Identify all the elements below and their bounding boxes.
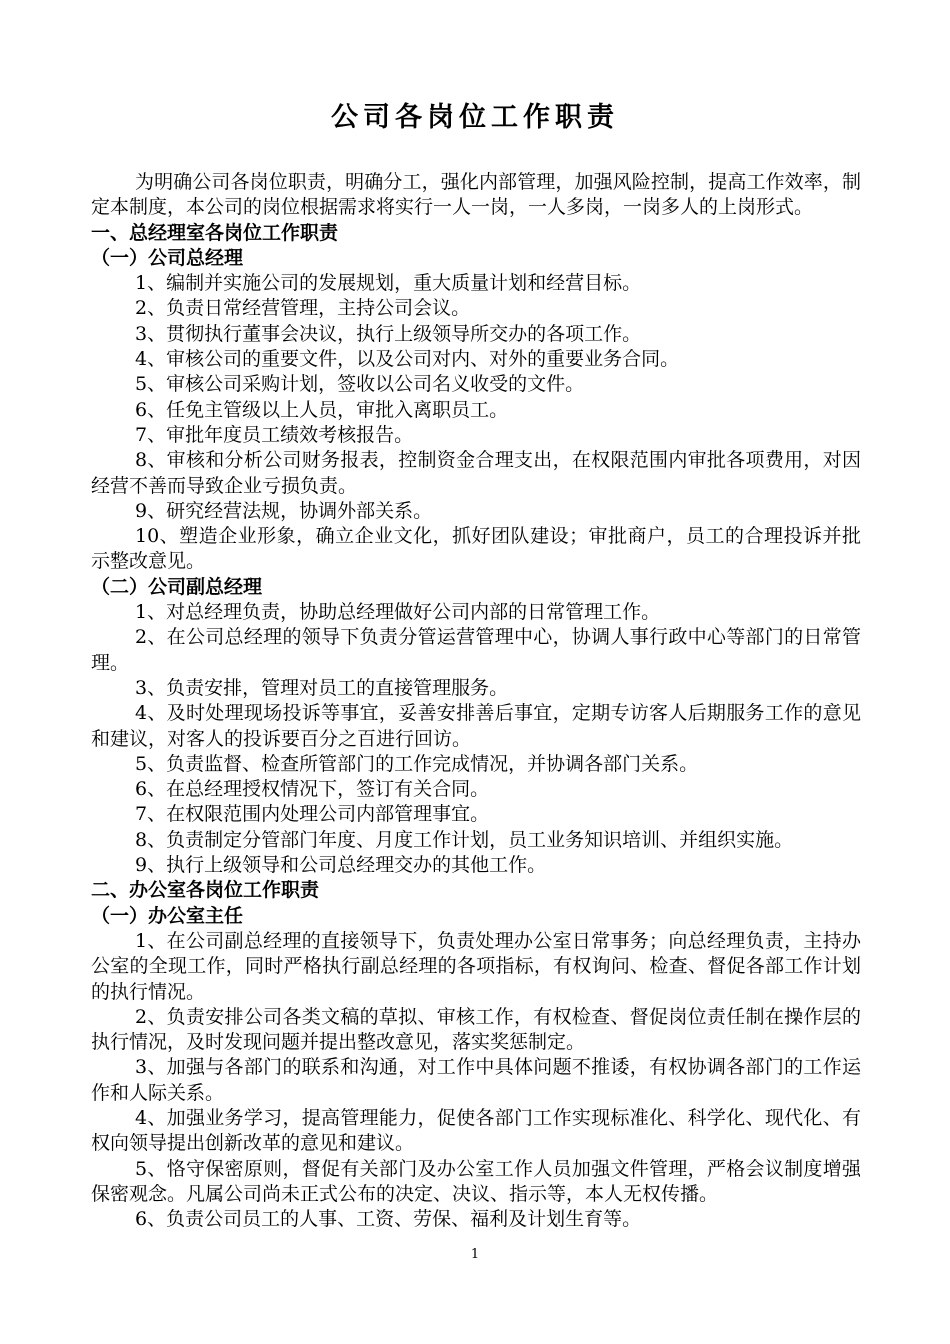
subsection-heading: （一）公司总经理 bbox=[91, 246, 244, 269]
document-body bbox=[91, 170, 861, 1232]
page-number: 1 bbox=[470, 1247, 480, 1262]
list-item: 3、负责安排，管理对员工的直接管理服务。 bbox=[135, 676, 509, 699]
section-heading: 一、总经理室各岗位工作职责 bbox=[91, 221, 339, 244]
subsection-heading: （二）公司副总经理 bbox=[91, 575, 263, 598]
list-item: 8、负责制定分管部门年度、月度工作计划，员工业务知识培训、并组织实施。 bbox=[135, 828, 794, 851]
list-item: 5、审核公司采购计划，签收以公司名义收受的文件。 bbox=[135, 373, 585, 396]
list-item: 1、编制并实施公司的发展规划，重大质量计划和经营目标。 bbox=[135, 272, 642, 295]
list-item: 6、在总经理授权情况下，签订有关合同。 bbox=[135, 778, 490, 801]
list-item: 3、加强与各部门的联系和沟通，对工作中具体问题不推诿，有权协调各部门的工作运作和人际关系。 bbox=[91, 1056, 861, 1104]
list-item: 4、审核公司的重要文件，以及公司对内、对外的重要业务合同。 bbox=[135, 348, 680, 371]
section-heading: 二、办公室各岗位工作职责 bbox=[91, 879, 320, 902]
document-title: 公司各岗位工作职责 bbox=[331, 102, 619, 133]
list-item: 1、对总经理负责，协助总经理做好公司内部的日常管理工作。 bbox=[135, 601, 661, 624]
list-item: 5、恪守保密原则，督促有关部门及办公室工作人员加强文件管理，严格会议制度增强保密观念。凡属公司尚未正式公布的决定、决议、指示等，本人无权传播。 bbox=[91, 1157, 861, 1205]
intro-paragraph: 为明确公司各岗位职责，明确分工，强化内部管理，加强风险控制，提高工作效率，制定本制度，本公司的岗位根据需求将实行一人一岗，一人多岗，一岗多人的上岗形式。 bbox=[91, 171, 861, 219]
list-item: 6、任免主管级以上人员，审批入离职员工。 bbox=[135, 398, 509, 421]
list-item: 1、在公司副总经理的直接领导下，负责处理办公室日常事务；向总经理负责，主持办公室的全现工作，同时严格执行副总经理的各项指标，有权询问、检查、督促各部工作计划的执行情况。 bbox=[91, 929, 861, 1003]
list-item: 2、负责日常经营管理，主持公司会议。 bbox=[135, 297, 471, 320]
list-item: 3、贯彻执行董事会决议，执行上级领导所交办的各项工作。 bbox=[135, 322, 642, 345]
list-item: 4、及时处理现场投诉等事宜，妥善安排善后事宜，定期专访客人后期服务工作的意见和建议，对客人的投诉要百分之百进行回访。 bbox=[91, 702, 861, 750]
list-item: 5、负责监督、检查所管部门的工作完成情况，并协调各部门关系。 bbox=[135, 752, 699, 775]
list-item: 7、审批年度员工绩效考核报告。 bbox=[135, 423, 414, 446]
subsection-heading: （一）办公室主任 bbox=[91, 904, 244, 927]
list-item: 8、审核和分析公司财务报表，控制资金合理支出，在权限范围内审批各项费用，对因经营不善而导致企业亏损负责。 bbox=[91, 449, 861, 497]
list-item: 9、执行上级领导和公司总经理交办的其他工作。 bbox=[135, 854, 547, 877]
list-item: 9、研究经营法规，协调外部关系。 bbox=[135, 499, 433, 522]
list-item: 7、在权限范围内处理公司内部管理事宜。 bbox=[135, 803, 490, 826]
list-item: 4、加强业务学习，提高管理能力，促使各部门工作实现标准化、科学化、现代化、有权向领导提出创新改革的意见和建议。 bbox=[91, 1106, 861, 1155]
list-item: 2、负责安排公司各类文稿的草拟、审核工作，有权检查、督促岗位责任制在操作层的执行情况，及时发现问题并提出整改意见，落实奖惩制定。 bbox=[91, 1005, 861, 1054]
list-item: 10、塑造企业形象，确立企业文化，抓好团队建设；审批商户，员工的合理投诉并批示整改意见。 bbox=[91, 525, 861, 573]
list-item: 6、负责公司员工的人事、工资、劳保、福利及计划生育等。 bbox=[135, 1208, 642, 1231]
list-item: 2、在公司总经理的领导下负责分管运营管理中心，协调人事行政中心等部门的日常管理。 bbox=[91, 626, 861, 674]
